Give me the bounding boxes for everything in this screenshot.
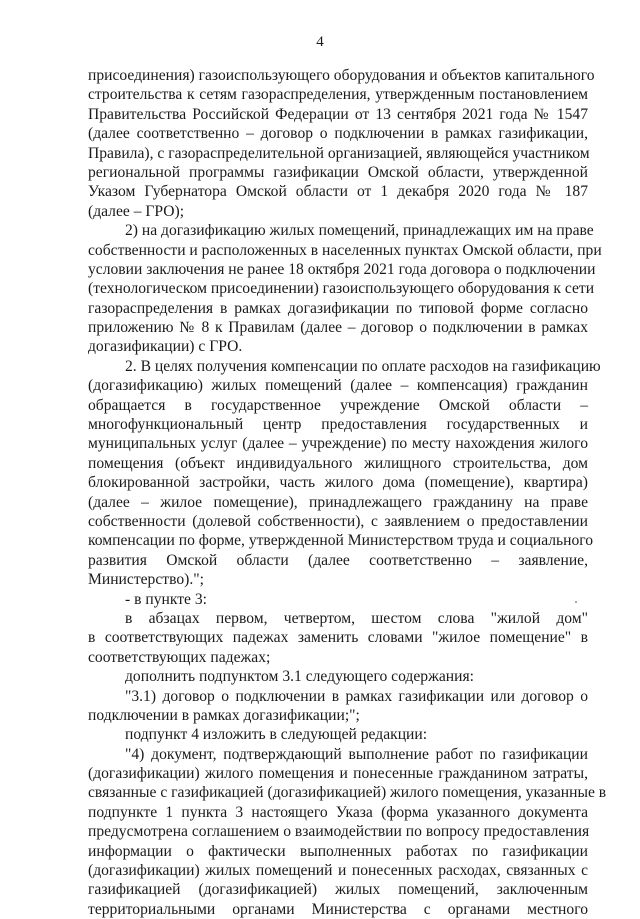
text-line: "4) документ, подтверждающий выполнение работ по газификации bbox=[125, 745, 588, 763]
body-text bbox=[88, 66, 607, 919]
text-line: в абзацах первом, четвертом, шестом слова "жилой дом" bbox=[125, 609, 588, 627]
text-line: территориальными органами Министерства с органами местного bbox=[88, 900, 588, 918]
text-line: "3.1) договор о подключении в рамках газификации или договор о bbox=[125, 687, 588, 705]
page-number: 4 bbox=[316, 34, 324, 50]
text-line: собственности и расположенных в населенных пунктах Омской области, при bbox=[88, 241, 602, 259]
text-line: газификацией (догазификацией) жилых помещений, заключенным bbox=[88, 881, 588, 899]
text-line: Указом Губернатора Омской области от 1 декабря 2020 года № 187 bbox=[88, 183, 588, 201]
text-line: (догазификации) жилых помещений и понесенных расходах, связанных с bbox=[88, 862, 588, 880]
text-line: соответствующих падежах; bbox=[88, 648, 271, 666]
text-line: компенсации по форме, утвержденной Министерством труда и социального bbox=[88, 532, 594, 550]
text-line: (догазификации) жилого помещения и понесенные гражданином затраты, bbox=[88, 765, 588, 783]
text-line: предусмотрена соглашением о взаимодействии по вопросу предоставления bbox=[88, 823, 590, 841]
text-line: Правила), с газораспределительной организацией, являющейся участником bbox=[88, 144, 590, 162]
text-line: Министерство)."; bbox=[88, 571, 204, 589]
scan-artifact-dot bbox=[575, 601, 577, 603]
text-line: условии заключения не ранее 18 октября 2021 года договора о подключении bbox=[88, 260, 596, 278]
text-line: подпункте 1 пункта 3 настоящего Указа (форма указанного документа bbox=[88, 803, 588, 821]
text-line: догазификации) с ГРО. bbox=[88, 338, 243, 356]
text-line: дополнить подпунктом 3.1 следующего содержания: bbox=[125, 668, 474, 686]
text-line: строительства к сетям газораспределения, утвержденным постановлением bbox=[88, 86, 588, 104]
text-line: (далее – ГРО); bbox=[88, 202, 185, 220]
text-line: (технологическом присоединении) газоиспользующего оборудования к сети bbox=[88, 280, 595, 298]
text-line: блокированной застройки, часть жилого дома (помещение), квартира) bbox=[88, 474, 588, 492]
text-line: - в пункте 3: bbox=[125, 590, 207, 608]
text-line: Правительства Российской Федерации от 13 сентября 2021 года № 1547 bbox=[88, 105, 588, 123]
text-line: муниципальных услуг (далее – учреждение) по месту нахождения жилого bbox=[88, 435, 588, 453]
text-line: 2. В целях получения компенсации по оплате расходов на газификацию bbox=[125, 357, 601, 375]
text-line: подпункт 4 изложить в следующей редакции: bbox=[125, 726, 428, 744]
text-line: (догазификацию) жилых помещений (далее – компенсация) гражданин bbox=[88, 377, 588, 395]
text-line: газораспределения в рамках догазификации по типовой форме согласно bbox=[88, 299, 588, 317]
text-line: в соответствующих падежах заменить словами "жилое помещение" в bbox=[88, 629, 588, 647]
text-line: подключении в рамках догазификации;"; bbox=[88, 706, 360, 724]
text-line: многофункциональный центр предоставления государственных и bbox=[88, 416, 588, 434]
text-line: 2) на догазификацию жилых помещений, принадлежащих им на праве bbox=[125, 222, 594, 240]
text-line: информации о фактически выполненных работах по газификации bbox=[88, 842, 588, 860]
text-line: связанные с газификацией (догазификацией) жилого помещения, указанные в bbox=[88, 784, 607, 802]
text-line: (далее – жилое помещение), принадлежащего гражданину на праве bbox=[88, 493, 588, 511]
text-line: обращается в государственное учреждение Омской области – bbox=[88, 396, 588, 414]
text-line: региональной программы газификации Омской области, утвержденной bbox=[88, 163, 588, 181]
text-line: помещения (объект индивидуального жилищного строительства, дом bbox=[88, 454, 588, 472]
text-line: развития Омской области (далее соответственно – заявление, bbox=[88, 551, 588, 569]
text-line: присоединения) газоиспользующего оборудования и объектов капитального bbox=[88, 67, 595, 84]
text-line: (далее соответственно – договор о подключении в рамках газификации, bbox=[88, 125, 588, 143]
text-line: приложению № 8 к Правилам (далее – договор о подключении в рамках bbox=[88, 319, 588, 337]
text-line: собственности (долевой собственности), с заявлением о предоставлении bbox=[88, 512, 588, 530]
